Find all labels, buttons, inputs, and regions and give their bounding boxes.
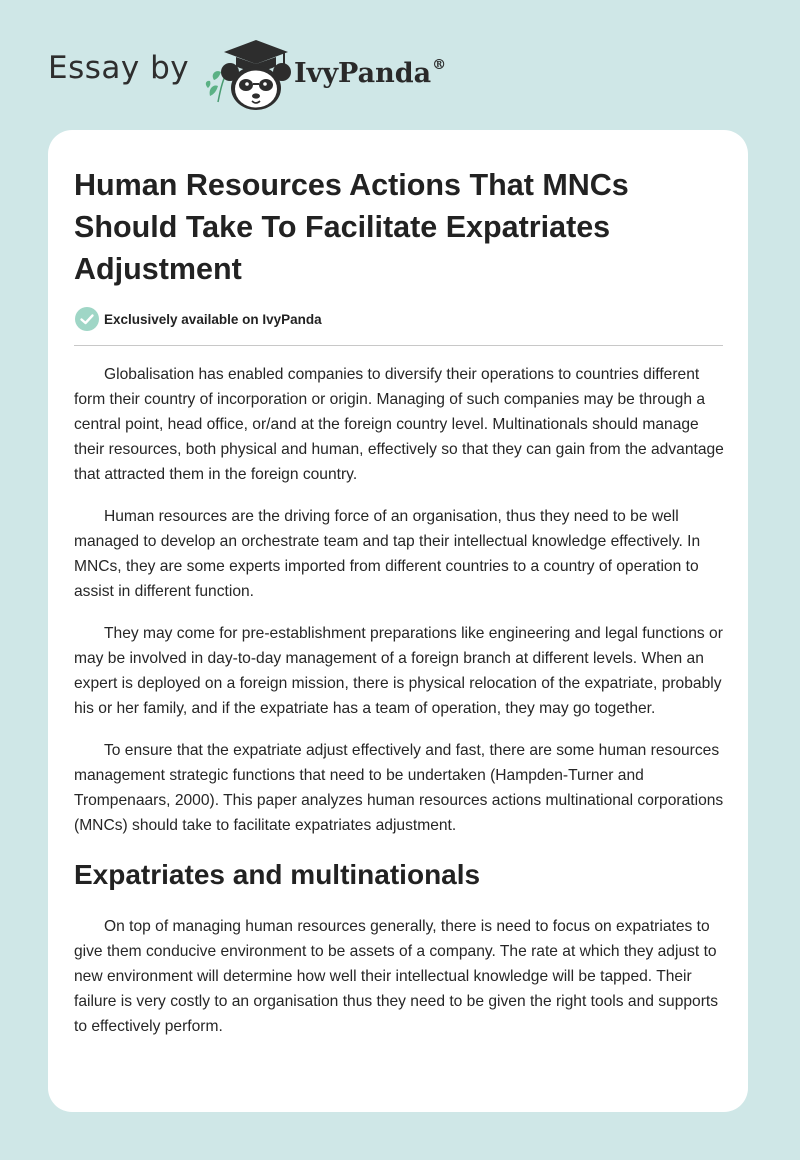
divider <box>74 345 723 346</box>
article-body <box>74 362 724 1056</box>
ivypanda-logo-icon[interactable] <box>200 36 294 112</box>
exclusive-badge-label: Exclusively available on IvyPanda <box>104 311 322 327</box>
essay-by-label: Essay by <box>48 50 190 86</box>
paragraph: Human resources are the driving force of an organisation, thus they need to be well managed to develop an orchestrate team and tap their intellectual knowledge effectively. In MNCs, they are some experts imported from different countries to a country of operation to assist in different function. <box>74 508 701 600</box>
site-header <box>0 0 800 130</box>
check-circle-icon <box>74 306 100 332</box>
trademark-symbol: ® <box>432 57 447 73</box>
article-title: Human Resources Actions That MNCs Should Take To Facilitate Expatriates Adjustment <box>74 168 629 286</box>
paragraph: They may come for pre-establishment preparations like engineering and legal functions or may be involved in day-to-day management of a foreign branch at different levels. When an expert is deployed on a foreign mission, there is physical relocation of the expatriate, probably his or her family, and if the expatriate has a team of operation, they may go together. <box>74 625 723 717</box>
paragraph: Globalisation has enabled companies to diversify their operations to countries different form their country of incorporation or origin. Managing of such companies may be through a central point, head office, or/and at the foreign country level. Multinationals should manage their resources, both physical and human, effectively so that they can gain from the advantage that attracted them in the foreign country. <box>74 366 724 483</box>
exclusive-badge <box>74 305 322 333</box>
brand-name[interactable]: IvyPanda® <box>294 57 447 89</box>
paragraph: To ensure that the expatriate adjust effectively and fast, there are some human resources management strategic functions that need to be undertaken (Hampden-Turner and Trompenaars, 2000). This paper analyzes human resources actions multinational corporations (MNCs) should take to facilitate expatriates adjustment. <box>74 742 724 834</box>
paragraph: On top of managing human resources generally, there is need to focus on expatriates to give them conducive environment to be assets of a company. The rate at which they adjust to new environment will determine how well their intellectual knowledge will be tapped. Their failure is very costly to an organisation thus they need to be given the right tools and supports to effectively perform. <box>74 918 719 1035</box>
section-heading: Expatriates and multinationals <box>74 859 481 890</box>
article-card <box>48 130 748 1112</box>
